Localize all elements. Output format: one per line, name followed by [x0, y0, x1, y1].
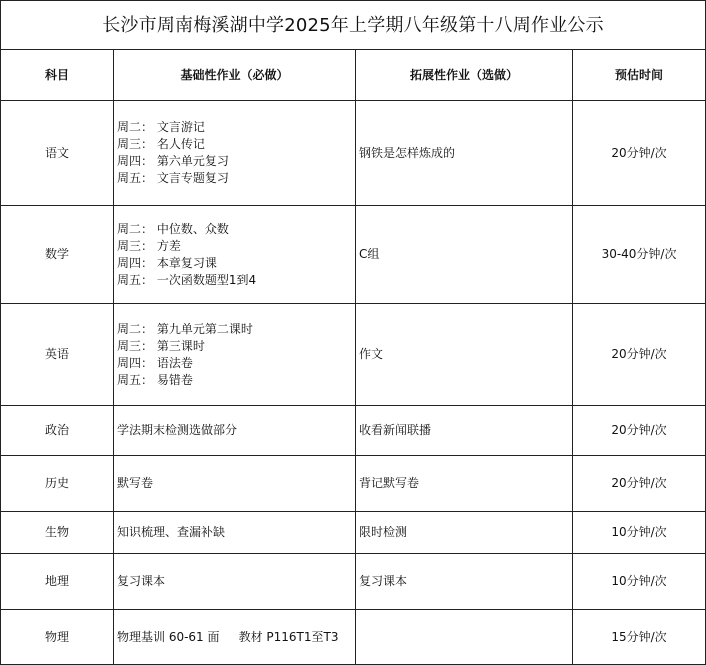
header-row: [1, 50, 706, 101]
table-row: [1, 512, 706, 554]
title-row: [1, 1, 706, 50]
time-cell: 20分钟/次: [573, 456, 706, 512]
basic-homework-line: 周二： 文言游记: [117, 120, 205, 134]
basic-homework-line: 复习课本: [117, 574, 166, 588]
subject-cell: 地理: [1, 554, 114, 610]
basic-homework-cell: [114, 610, 356, 665]
basic-homework-line: 周二： 第九单元第二课时: [117, 321, 253, 336]
time-cell: 20分钟/次: [573, 406, 706, 456]
column-header-time: 预估时间: [573, 50, 706, 101]
basic-homework-line: 周五： 一次函数题型1到4: [117, 272, 257, 287]
basic-homework-cell: [114, 512, 356, 554]
extended-homework-cell: [356, 610, 573, 665]
subject-cell: 语文: [1, 101, 114, 206]
extended-homework-cell: 收看新闻联播: [356, 406, 573, 456]
column-header-subject: 科目: [1, 50, 114, 101]
page-title: 长沙市周南梅溪湖中学2025年上学期八年级第十八周作业公示: [1, 1, 706, 50]
basic-homework-cell: [114, 304, 356, 406]
basic-homework-line: 周四： 第六单元复习: [117, 154, 229, 168]
basic-homework-line: 周二： 中位数、众数: [117, 221, 229, 236]
extended-homework-cell: 钢铁是怎样炼成的: [356, 101, 573, 206]
basic-homework-cell: [114, 554, 356, 610]
table-row: [1, 610, 706, 665]
table-row: [1, 406, 706, 456]
table-row: [1, 456, 706, 512]
extended-homework-cell: C组: [356, 206, 573, 304]
table-row: [1, 101, 706, 206]
table-row: [1, 304, 706, 406]
basic-homework-line: 物理基训 60-61 面 教材 P116T1至T3: [117, 629, 339, 644]
subject-cell: 政治: [1, 406, 114, 456]
time-cell: 15分钟/次: [573, 610, 706, 665]
table-row: [1, 206, 706, 304]
extended-homework-cell: 作文: [356, 304, 573, 406]
basic-homework-cell: [114, 456, 356, 512]
basic-homework-line: 学法期末检测选做部分: [117, 423, 238, 437]
time-cell: 10分钟/次: [573, 512, 706, 554]
basic-homework-line: 周三： 第三课时: [117, 338, 205, 353]
extended-homework-cell: 背记默写卷: [356, 456, 573, 512]
time-cell: 20分钟/次: [573, 304, 706, 406]
column-header-extended: 拓展性作业（选做）: [356, 50, 573, 101]
basic-homework-line: 周五： 文言专题复习: [117, 171, 229, 185]
column-header-basic: 基础性作业（必做）: [114, 50, 356, 101]
basic-homework-cell: [114, 206, 356, 304]
time-cell: 20分钟/次: [573, 101, 706, 206]
table-row: [1, 554, 706, 610]
basic-homework-cell: [114, 406, 356, 456]
basic-homework-line: 周四： 语法卷: [117, 355, 193, 370]
basic-homework-cell: [114, 101, 356, 206]
time-cell: 10分钟/次: [573, 554, 706, 610]
subject-cell: 历史: [1, 456, 114, 512]
basic-homework-line: 周五： 易错卷: [117, 372, 193, 387]
subject-cell: 数学: [1, 206, 114, 304]
basic-homework-line: 默写卷: [117, 476, 154, 490]
basic-homework-line: 周四： 本章复习课: [117, 255, 217, 270]
time-cell: 30-40分钟/次: [573, 206, 706, 304]
subject-cell: 生物: [1, 512, 114, 554]
basic-homework-line: 周三： 方差: [117, 238, 181, 253]
basic-homework-line: 知识梳理、查漏补缺: [117, 525, 226, 539]
subject-cell: 物理: [1, 610, 114, 665]
extended-homework-cell: 复习课本: [356, 554, 573, 610]
basic-homework-line: 周三： 名人传记: [117, 137, 205, 151]
extended-homework-cell: 限时检测: [356, 512, 573, 554]
subject-cell: 英语: [1, 304, 114, 406]
